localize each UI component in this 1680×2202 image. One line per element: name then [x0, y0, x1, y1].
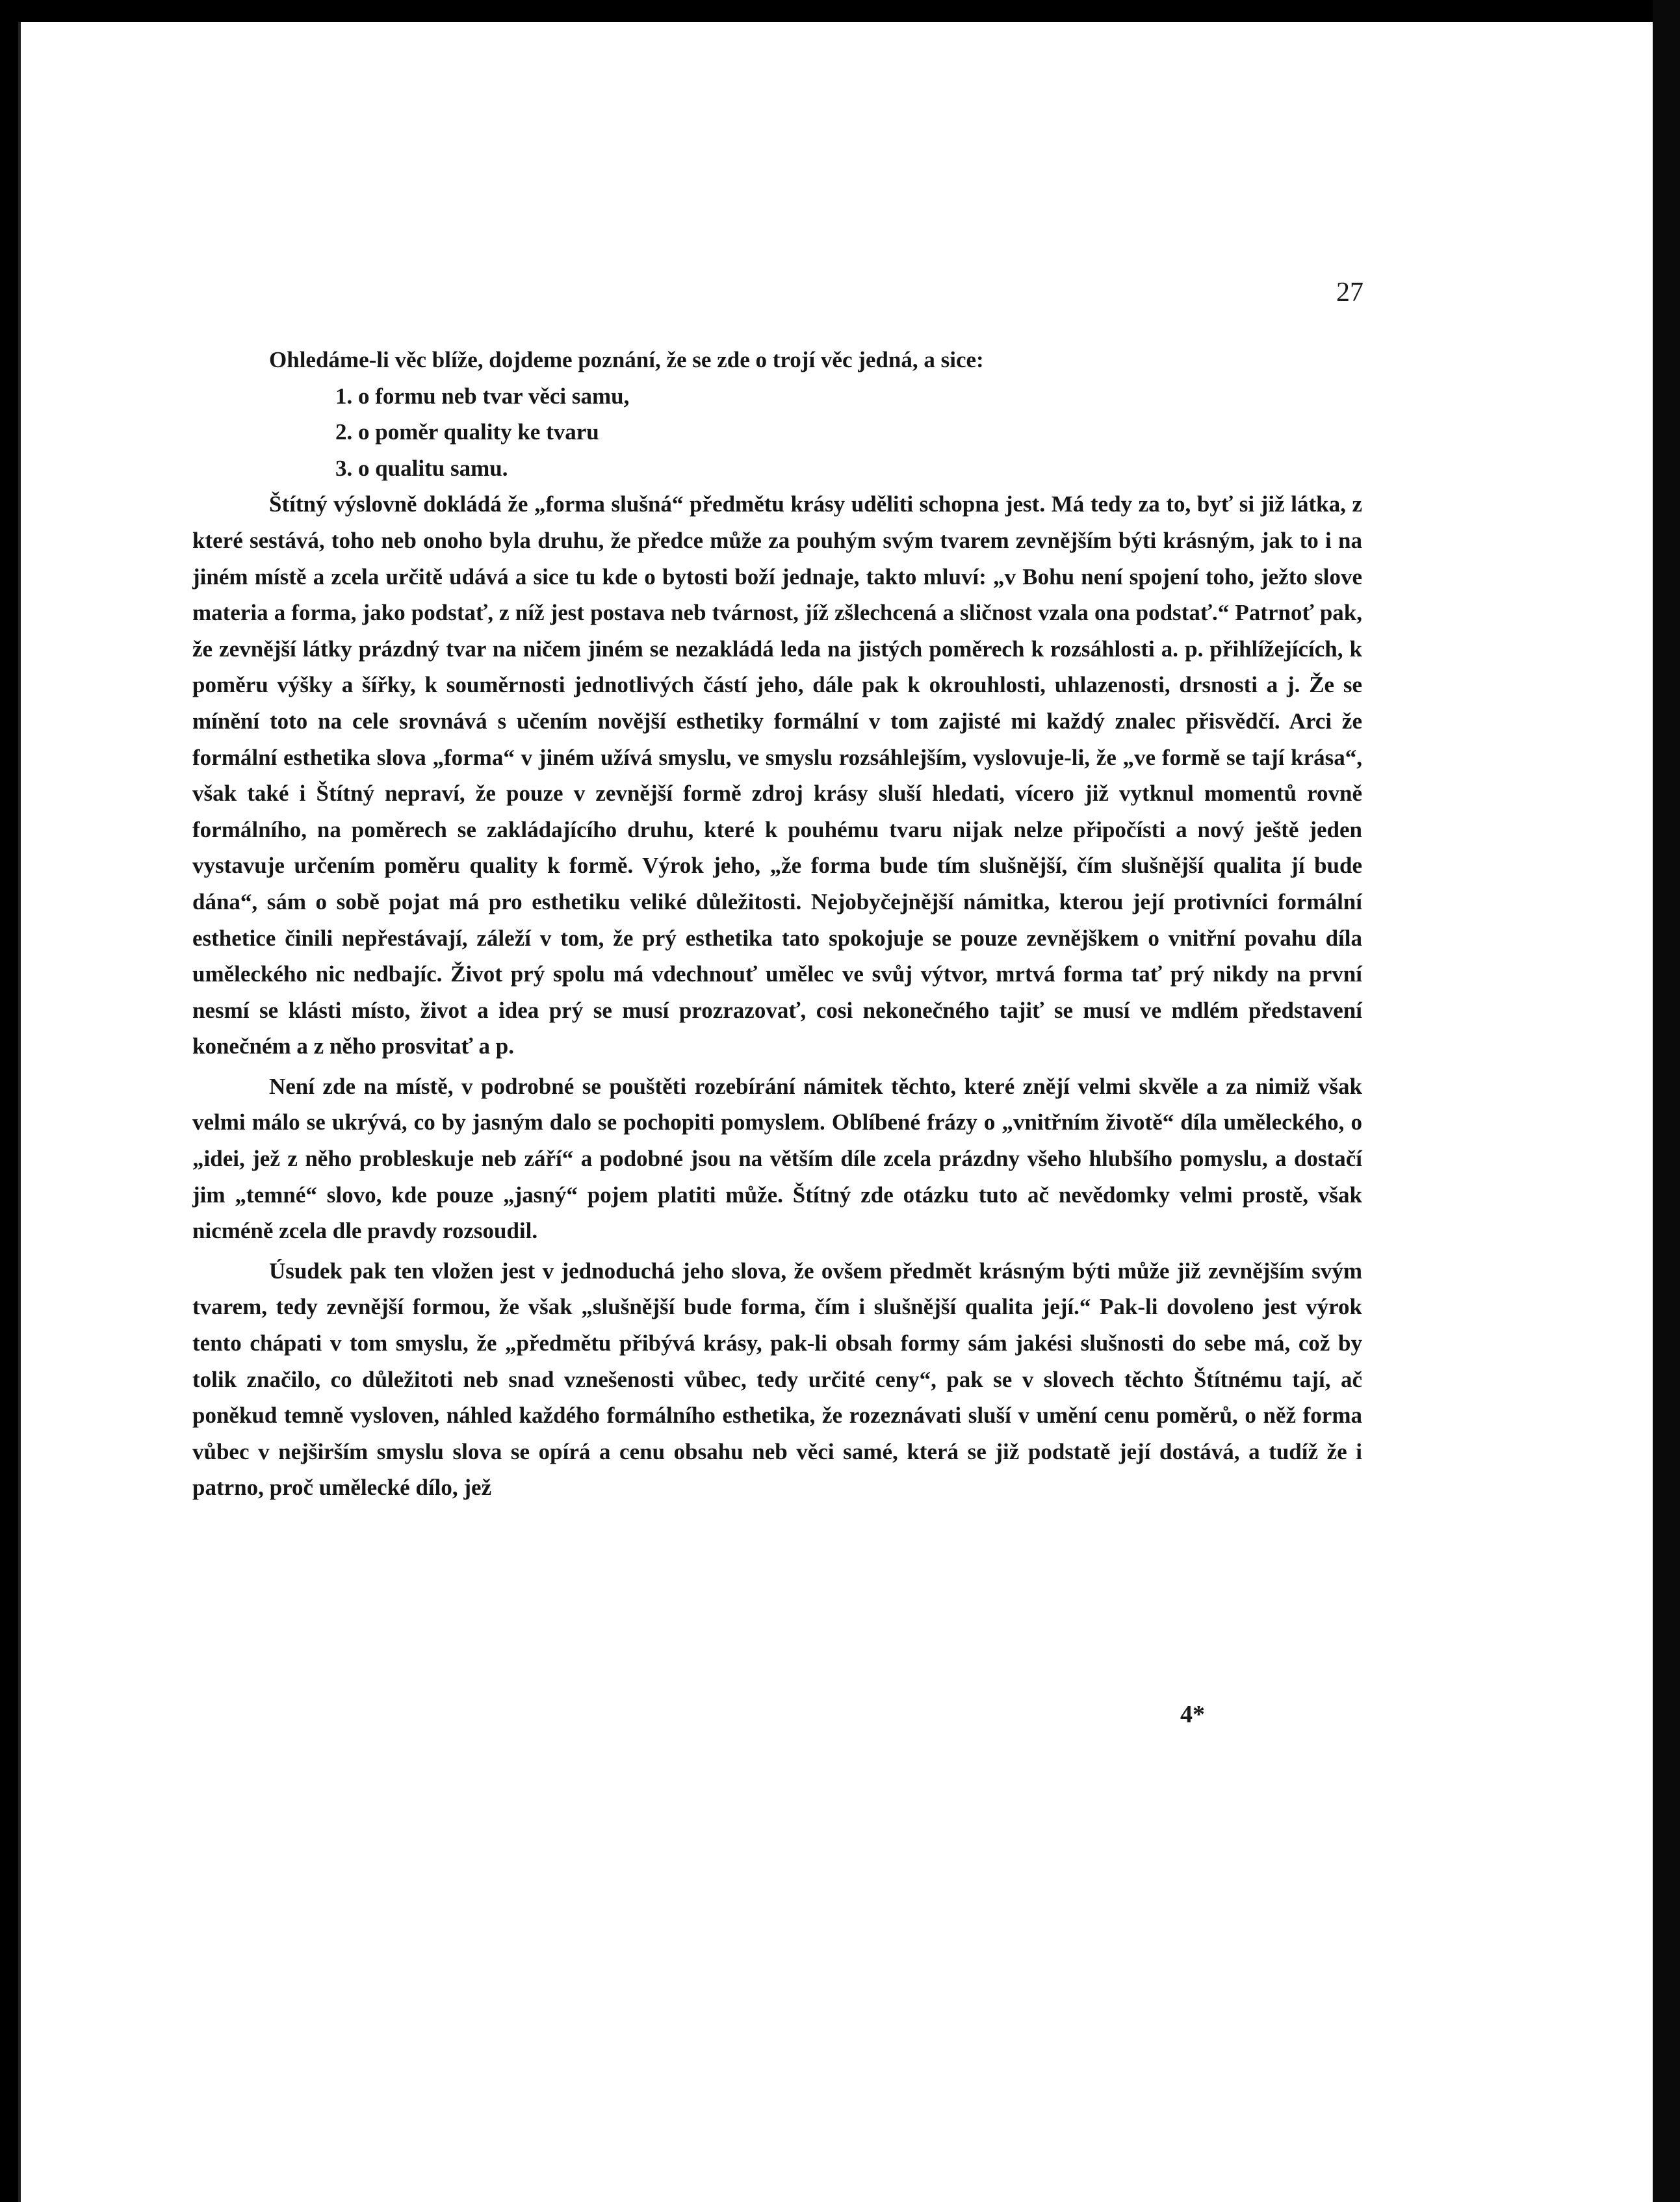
intro-paragraph: Ohledáme-li věc blíže, dojdeme poznání, že se zde o trojí věc jedná, a sice:: [269, 347, 984, 372]
scan-border: [1653, 0, 1680, 2202]
scanned-page: [18, 22, 1678, 2202]
list-item: 1. o formu neb tvar věci samu,: [335, 383, 630, 409]
list-item: 2. o poměr quality ke tvaru: [335, 419, 599, 445]
paragraph-usudek: Úsudek pak ten vložen jest v jednoduchá jeho slova, že ovšem předmět krásným býti může již zevnějším svým tvarem, tedy zevnější formou, že však „slušnější bude forma, čím i slušnější qualita její.“ Pak-li dovoleno jest výrok tento chápati v tom smyslu, že „předmětu přibývá krásy, pak-li obsah formy sám jakési slušnosti do sebe má, což by tolik značilo, co důležitoti neb snad vznešenosti vůbec, tedy určité ceny“, pak se v slovech těchto Štítnému tají, ač poněkud temně vysloven, náhled každého formálního esthetika, že rozeznávati sluší v umění cenu poměrů, o něž forma vůbec v nejširším smyslu slova se opírá a cenu obsahu neb věci samé, která se již podstatě její dostává, a tudíž že i patrno, proč umělecké dílo, jež: [192, 1258, 1362, 1501]
body-text: [192, 342, 1362, 1506]
signature-mark: 4*: [1180, 1701, 1205, 1728]
paragraph-namitky: Není zde na místě, v podrobné se pouštěti rozebírání námitek těchto, které znějí velmi skvěle a za nimiž však velmi málo se ukrývá, co by jasným dalo se pochopiti pomyslem. Oblíbené frázy o „vnitřním životě“ díla uměleckého, o „idei, jež z něho probleskuje neb září“ a podobné jsou na větším díle zcela prázdny všeho hlubšího pomyslu, a dostačí jim „temné“ slovo, kde pouze „jasný“ pojem platiti může. Štítný zde otázku tuto ač nevědomky velmi prostě, však nicméně zcela dle pravdy rozsoudil.: [192, 1073, 1362, 1244]
paragraph-forma-slusna: Štítný výslovně dokládá že „forma slušná“ předmětu krásy uděliti schopna jest. Má tedy za to, byť si již látka, z které sestává, toho neb onoho byla druhu, že předce může za pouhým svým tvarem zevnějším býti krásným, jak to i na jiném místě a zcela určitě udává a sice tu kde o bytosti boží jednaje, takto mluví: „v Bohu není spojení toho, ježto slove materia a forma, jako podstať, z níž jest postava neb tvárnost, jíž zšlechcená a sličnost vzala ona podstať.“ Patrnoť pak, že zevnější látky prázdný tvar na ničem jiném se nezakládá leda na jistých poměrech k rozsáhlosti a. p. přihlížejících, k poměru výšky a šířky, k souměrnosti jednotlivých částí jeho, dále pak k okrouhlosti, uhlazenosti, drsnosti a j. Že se mínění toto na cele srovnává s učením novější esthetiky formální v tom zajisté mi každý znalec přisvědčí. Arci že formální esthetika slova „forma“ v jiném užívá smyslu, ve smyslu rozsáhlejším, vyslovuje-li, že „ve formě se tají krása“, však také i Štítný nepraví, že pouze v zevnější formě zdroj krásy sluší hledati, vícero již vytknul momentů rovně formálního, na poměrech se zakládajícího druhu, které k pouhému tvaru nijak nelze připočísti a nový ještě jeden vystavuje určením poměru quality k formě. Výrok jeho, „že forma bude tím slušnější, čím slušnější qualita jí bude dána“, sám o sobě pojat má pro esthetiku veliké důležitosti. Nejobyčejnější námitka, kterou její protivníci formální esthetice činili nepřestávají, záleží v tom, že prý esthetika tato spokojuje se pouze zevnějškem o vnitřní povahu díla uměleckého nic nedbajíc. Život prý spolu má vdechnouť umělec ve svůj výtvor, mrtvá forma tať prý nikdy na první nesmí se klásti místo, život a idea prý se musí prozrazovať, cosi nekonečného tajiť se musí ve mdlém představení konečném a z něho prosvitať a p.: [192, 491, 1362, 1059]
page-number: 27: [1336, 278, 1363, 307]
list-item: 3. o qualitu samu.: [335, 455, 508, 481]
